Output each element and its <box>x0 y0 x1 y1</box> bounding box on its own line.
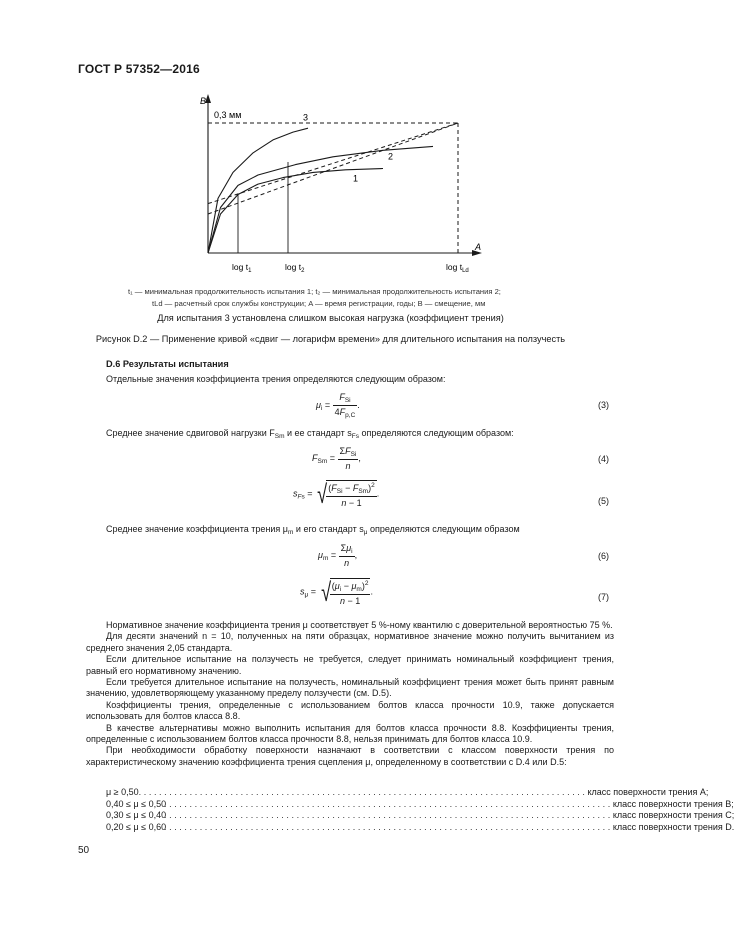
svg-text:log tLd: $\log t_{Ld}$ <box>446 262 469 274</box>
equation-6: $\mu_m$ = $\frac{\Sigma\mu_i}{n}$ , <box>318 543 358 568</box>
x-tick-label-1 <box>232 262 252 274</box>
creep-chart <box>120 88 480 278</box>
friction-class-row-a: μ ≥ 0,50 ........................................................................................ класс поверхности трения А; <box>106 787 709 797</box>
svg-text:log t2: $\log t_2$ <box>285 262 305 274</box>
equation-4: $F_{Sm}$ = $\frac{\Sigma F_{Si}}{n}$ , <box>312 446 361 471</box>
paragraph: Коэффициенты трения, определенные с использованием болтов класса прочности 10.9, также допускается использовать для болтов класса 8.8. <box>86 699 614 722</box>
equation-number-3: (3) <box>598 400 609 410</box>
curve-label-3: 3 <box>303 112 309 123</box>
curve-label-2: 2 <box>388 151 394 162</box>
legend-line-2: tLd — расчетный срок службы конструкции; A — время регистрации, годы; B — смещение, мм <box>152 299 486 308</box>
x-tick-label-2 <box>285 262 305 274</box>
section-title: D.6 Результаты испытания <box>106 359 229 369</box>
intro-paragraph-2: Среднее значение сдвиговой нагрузки $F_{Sm}$ и ее стандарт $s_{Fs}$ определяются следующим образом: <box>106 428 514 440</box>
dashed-extrapolation-line-2 <box>208 123 458 204</box>
document-header: ГОСТ Р 57352—2016 <box>78 62 200 76</box>
x-axis-label: A <box>474 242 482 252</box>
equation-3: $\mu_i$ = $\frac{F_{Si}}{4F_{p,C}}$ . <box>316 392 360 419</box>
x-tick-label-ld <box>446 262 469 274</box>
dashed-extrapolation-line-1 <box>208 123 458 214</box>
equation-number-6: (6) <box>598 551 609 561</box>
paragraph: Нормативное значение коэффициента трения μ соответствует 5 %-ному квантилю с доверительной вероятностью 75 %. <box>106 620 613 630</box>
paragraph: Для десяти значений n = 10, полученных на пяти образцах, нормативное значение можно получить вычитанием из среднего значения 2,05 стандарта. <box>86 631 614 653</box>
paragraph: В качестве альтернативы можно выполнить испытания для болтов класса прочности 8.8. Коэффициенты трения, определенные с использованием болтов класса прочности 8.8, нельзя принимать для болтов класса 10.9. <box>86 722 614 745</box>
equation-5: $s_{Fs}$ = √ $\frac{(F_{Si} - F_{Sm})^2}{n - 1}$ . <box>293 479 380 509</box>
paragraph: Если длительное испытание на ползучесть не требуется, следует принимать номинальный коэффициент трения, равный его нормативному значению. <box>86 654 614 676</box>
curve-2 <box>208 146 433 253</box>
paragraph: Если требуется длительное испытание на ползучесть, номинальный коэффициент трения может быть принят равным значению, удовлетворяющему указанному пределу ползучести (см. D.5). <box>86 677 614 699</box>
figure-note: Для испытания 3 установлена слишком высокая нагрузка (коэффициент трения) <box>157 313 504 323</box>
y-axis-label: B <box>199 96 206 106</box>
friction-class-row-c: 0,30 ≤ μ ≤ 0,40 ........................................................................................ класс поверхности трения С; <box>106 810 734 821</box>
friction-class-row-d: 0,20 ≤ μ ≤ 0,60 ........................................................................................ класс поверхности трения D. <box>106 821 734 832</box>
paragraph: При необходимости обработку поверхности назначают в соответствии с классом поверхности трения по характеристическому значению коэффициента трения сцепления μ, определенному в соответствии с D.4 или D.5: <box>86 745 614 767</box>
equation-7: $s_\mu$ = √ $\frac{(\mu_i - \mu_m)^2}{n - 1}$ . <box>300 577 373 607</box>
equation-number-4: (4) <box>598 454 609 464</box>
friction-class-row-b: 0,40 ≤ μ ≤ 0,50 ........................................................................................ класс поверхности трения В; <box>106 798 734 809</box>
page-number: 50 <box>78 845 90 856</box>
body-text <box>86 620 614 768</box>
y-marker-label: 0,3 мм <box>214 110 242 120</box>
intro-paragraph-3: Среднее значение коэффициента трения $\mu_m$ и его стандарт $s_\mu$ определяются следующим образом <box>106 524 520 536</box>
chart-axes <box>205 94 482 256</box>
intro-paragraph-1: Отдельные значения коэффициента трения определяются следующим образом: <box>106 374 446 384</box>
svg-text:log t1: $\log t_1$ <box>232 262 252 274</box>
equation-number-5: (5) <box>598 496 609 506</box>
friction-class-list <box>106 787 734 833</box>
legend-line-1: t₁ — минимальная продолжительность испытания 1; t₂ — минимальная продолжительность испытания 2; <box>128 287 501 296</box>
curve-3 <box>208 128 308 253</box>
equation-number-7: (7) <box>598 592 609 602</box>
figure-legend <box>128 286 588 310</box>
curve-label-1: 1 <box>353 173 359 184</box>
figure-caption: Рисунок D.2 — Применение кривой «сдвиг — логарифм времени» для длительного испытания на ползучесть <box>95 334 566 344</box>
